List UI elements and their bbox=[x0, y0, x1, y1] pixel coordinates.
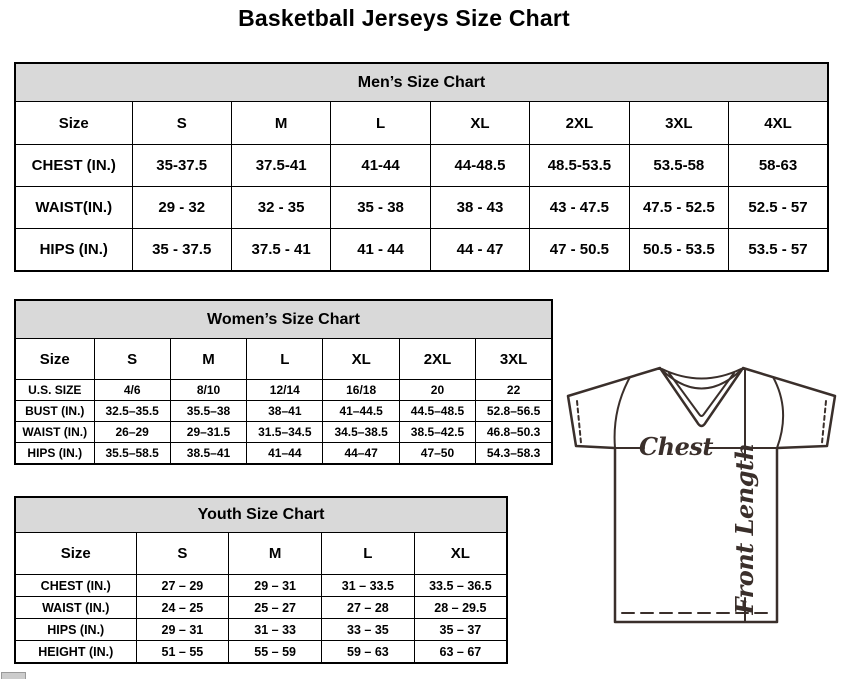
size-value-cell: 41 - 44 bbox=[331, 229, 430, 272]
size-value-cell: 59 – 63 bbox=[322, 641, 415, 664]
size-value-cell: 35.5–58.5 bbox=[94, 443, 170, 465]
size-value-cell: 12/14 bbox=[247, 380, 323, 401]
row-label: HIPS (IN.) bbox=[15, 619, 136, 641]
size-value-cell: 29–31.5 bbox=[170, 422, 246, 443]
size-value-cell: 37.5 - 41 bbox=[231, 229, 330, 272]
table-row bbox=[15, 401, 552, 422]
column-header: L bbox=[247, 339, 323, 380]
table-row bbox=[15, 380, 552, 401]
row-label: HEIGHT (IN.) bbox=[15, 641, 136, 664]
size-value-cell: 31 – 33.5 bbox=[322, 575, 415, 597]
size-value-cell: 51 – 55 bbox=[136, 641, 229, 664]
womens-size-table bbox=[14, 299, 553, 465]
size-value-cell: 41–44 bbox=[247, 443, 323, 465]
size-value-cell: 35 - 37.5 bbox=[132, 229, 231, 272]
size-value-cell: 41–44.5 bbox=[323, 401, 399, 422]
size-value-cell: 47 - 50.5 bbox=[530, 229, 629, 272]
size-value-cell: 29 – 31 bbox=[136, 619, 229, 641]
mens-size-table bbox=[14, 62, 829, 272]
size-value-cell: 47–50 bbox=[399, 443, 475, 465]
size-value-cell: 54.3–58.3 bbox=[476, 443, 552, 465]
size-value-cell: 35.5–38 bbox=[170, 401, 246, 422]
column-header: 2XL bbox=[530, 102, 629, 145]
column-header: S bbox=[94, 339, 170, 380]
column-header: 3XL bbox=[629, 102, 728, 145]
size-value-cell: 31.5–34.5 bbox=[247, 422, 323, 443]
row-label: HIPS (IN.) bbox=[15, 443, 94, 465]
size-value-cell: 20 bbox=[399, 380, 475, 401]
table-row bbox=[15, 422, 552, 443]
table-row bbox=[15, 145, 828, 187]
size-value-cell: 55 – 59 bbox=[229, 641, 322, 664]
size-value-cell: 35-37.5 bbox=[132, 145, 231, 187]
column-header: 2XL bbox=[399, 339, 475, 380]
men-header-row bbox=[15, 102, 828, 145]
size-value-cell: 25 – 27 bbox=[229, 597, 322, 619]
women-table-title: Women’s Size Chart bbox=[15, 300, 552, 339]
size-value-cell: 46.8–50.3 bbox=[476, 422, 552, 443]
size-value-cell: 52.8–56.5 bbox=[476, 401, 552, 422]
size-value-cell: 50.5 - 53.5 bbox=[629, 229, 728, 272]
size-value-cell: 4/6 bbox=[94, 380, 170, 401]
row-label: HIPS (IN.) bbox=[15, 229, 132, 272]
size-value-cell: 47.5 - 52.5 bbox=[629, 187, 728, 229]
row-label: WAIST (IN.) bbox=[15, 422, 94, 443]
row-label: BUST (IN.) bbox=[15, 401, 94, 422]
size-value-cell: 32 - 35 bbox=[231, 187, 330, 229]
column-header: S bbox=[132, 102, 231, 145]
table-row bbox=[15, 619, 507, 641]
youth-header-row bbox=[15, 533, 507, 575]
size-value-cell: 33 – 35 bbox=[322, 619, 415, 641]
column-header: M bbox=[231, 102, 330, 145]
size-value-cell: 35 - 38 bbox=[331, 187, 430, 229]
column-header: 3XL bbox=[476, 339, 552, 380]
size-value-cell: 33.5 – 36.5 bbox=[414, 575, 507, 597]
youth-size-table bbox=[14, 496, 508, 664]
column-header: M bbox=[170, 339, 246, 380]
size-value-cell: 44.5–48.5 bbox=[399, 401, 475, 422]
size-value-cell: 63 – 67 bbox=[414, 641, 507, 664]
row-label: CHEST (IN.) bbox=[15, 145, 132, 187]
front-length-label: Front Length bbox=[730, 443, 759, 615]
column-header: Size bbox=[15, 102, 132, 145]
size-value-cell: 44–47 bbox=[323, 443, 399, 465]
size-value-cell: 37.5-41 bbox=[231, 145, 330, 187]
column-header: XL bbox=[323, 339, 399, 380]
size-value-cell: 34.5–38.5 bbox=[323, 422, 399, 443]
size-value-cell: 28 – 29.5 bbox=[414, 597, 507, 619]
row-label: CHEST (IN.) bbox=[15, 575, 136, 597]
size-value-cell: 53.5-58 bbox=[629, 145, 728, 187]
size-value-cell: 29 – 31 bbox=[229, 575, 322, 597]
size-value-cell: 27 – 28 bbox=[322, 597, 415, 619]
size-value-cell: 53.5 - 57 bbox=[729, 229, 828, 272]
size-value-cell: 58-63 bbox=[729, 145, 828, 187]
size-value-cell: 27 – 29 bbox=[136, 575, 229, 597]
size-value-cell: 41-44 bbox=[331, 145, 430, 187]
column-header: XL bbox=[430, 102, 529, 145]
table-row bbox=[15, 443, 552, 465]
column-header: Size bbox=[15, 339, 94, 380]
row-label: WAIST(IN.) bbox=[15, 187, 132, 229]
size-value-cell: 35 – 37 bbox=[414, 619, 507, 641]
women-header-row bbox=[15, 339, 552, 380]
size-value-cell: 38.5–42.5 bbox=[399, 422, 475, 443]
column-header: L bbox=[331, 102, 430, 145]
size-value-cell: 43 - 47.5 bbox=[530, 187, 629, 229]
collar-band-arc bbox=[662, 369, 741, 379]
column-header: L bbox=[322, 533, 415, 575]
page-title: Basketball Jerseys Size Chart bbox=[238, 5, 570, 31]
column-header: Size bbox=[15, 533, 136, 575]
size-value-cell: 52.5 - 57 bbox=[729, 187, 828, 229]
table-row bbox=[15, 575, 507, 597]
men-table-title: Men’s Size Chart bbox=[15, 63, 828, 102]
size-value-cell: 38–41 bbox=[247, 401, 323, 422]
table-row bbox=[15, 229, 828, 272]
size-value-cell: 26–29 bbox=[94, 422, 170, 443]
size-value-cell: 48.5-53.5 bbox=[530, 145, 629, 187]
size-value-cell: 32.5–35.5 bbox=[94, 401, 170, 422]
jersey-outline-drawing bbox=[560, 360, 843, 679]
jersey-measurement-diagram bbox=[560, 360, 843, 679]
column-header: XL bbox=[414, 533, 507, 575]
size-value-cell: 16/18 bbox=[323, 380, 399, 401]
size-value-cell: 31 – 33 bbox=[229, 619, 322, 641]
youth-table-title: Youth Size Chart bbox=[15, 497, 507, 533]
size-value-cell: 22 bbox=[476, 380, 552, 401]
jersey-body-outline bbox=[568, 368, 835, 622]
column-header: 4XL bbox=[729, 102, 828, 145]
cropped-corner-element bbox=[1, 672, 26, 679]
column-header: S bbox=[136, 533, 229, 575]
size-value-cell: 38 - 43 bbox=[430, 187, 529, 229]
row-label: WAIST (IN.) bbox=[15, 597, 136, 619]
column-header: M bbox=[229, 533, 322, 575]
table-row bbox=[15, 597, 507, 619]
size-value-cell: 38.5–41 bbox=[170, 443, 246, 465]
chest-label: Chest bbox=[639, 432, 713, 461]
table-row bbox=[15, 641, 507, 664]
size-value-cell: 29 - 32 bbox=[132, 187, 231, 229]
size-value-cell: 8/10 bbox=[170, 380, 246, 401]
size-value-cell: 44-48.5 bbox=[430, 145, 529, 187]
row-label: U.S. SIZE bbox=[15, 380, 94, 401]
size-value-cell: 44 - 47 bbox=[430, 229, 529, 272]
table-row bbox=[15, 187, 828, 229]
size-value-cell: 24 – 25 bbox=[136, 597, 229, 619]
